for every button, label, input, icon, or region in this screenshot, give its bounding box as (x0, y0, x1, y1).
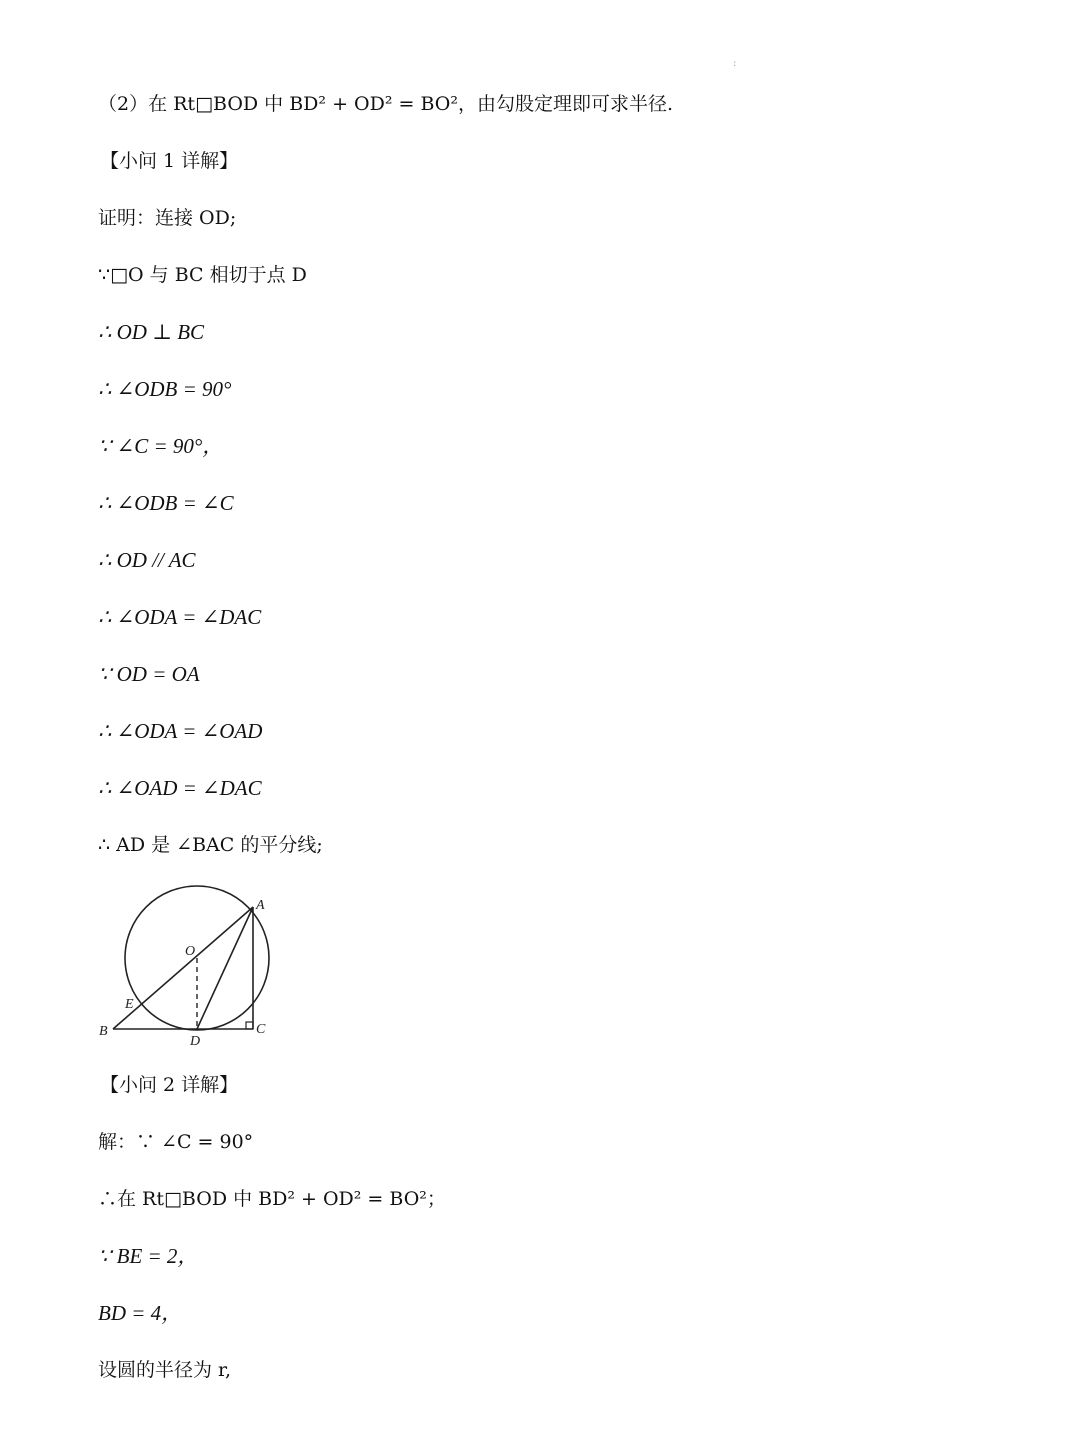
line-step: ∴ ∠ODA = ∠DAC (98, 605, 262, 629)
line-hint: （2）在 Rt□BOD 中 BD² + OD² = BO²，由勾股定理即可求半径. (98, 93, 674, 115)
line-step: ∵ ∠C = 90°， (98, 434, 224, 458)
line-step: ∴ ∠OAD = ∠DAC (98, 776, 262, 800)
line-solution-start: 解：∵ ∠C = 90° (98, 1131, 254, 1153)
section-heading-q1: 【小问 1 详解】 (100, 150, 239, 172)
line-step: ∴在 Rt□BOD 中 BD² + OD² = BO²； (98, 1188, 446, 1210)
section-heading-q2: 【小问 2 详解】 (100, 1074, 239, 1096)
line-step: ∴ OD ⊥ BC (98, 320, 205, 344)
line-step: ∴ ∠ODB = ∠C (98, 491, 234, 515)
label-c: C (256, 1022, 266, 1037)
label-a: A (256, 898, 265, 913)
line-step: ∴ ∠ODB = 90° (98, 377, 232, 401)
line-step: ∴ ∠ODA = ∠OAD (98, 719, 263, 743)
segment-ba (113, 907, 253, 1029)
segment-ad (197, 907, 253, 1029)
line-step: ∵ BE = 2， (98, 1244, 199, 1268)
label-d: D (190, 1034, 201, 1049)
label-e: E (125, 997, 134, 1012)
line-step: ∵ OD = OA (98, 662, 200, 686)
line-step: ∵□O 与 BC 相切于点 D (98, 264, 307, 286)
line-proof-start: 证明：连接 OD; (98, 207, 237, 229)
line-conclusion: ∴ AD 是 ∠BAC 的平分线; (98, 834, 323, 856)
label-b: B (99, 1024, 108, 1039)
corner-mark: : (733, 58, 737, 69)
line-step: ∴ OD // AC (98, 548, 196, 572)
geometry-figure (95, 885, 285, 1050)
right-angle-mark (246, 1022, 253, 1029)
line-step: 设圆的半径为 r, (98, 1359, 232, 1381)
line-step: BD = 4， (98, 1301, 183, 1325)
label-o: O (185, 944, 196, 959)
